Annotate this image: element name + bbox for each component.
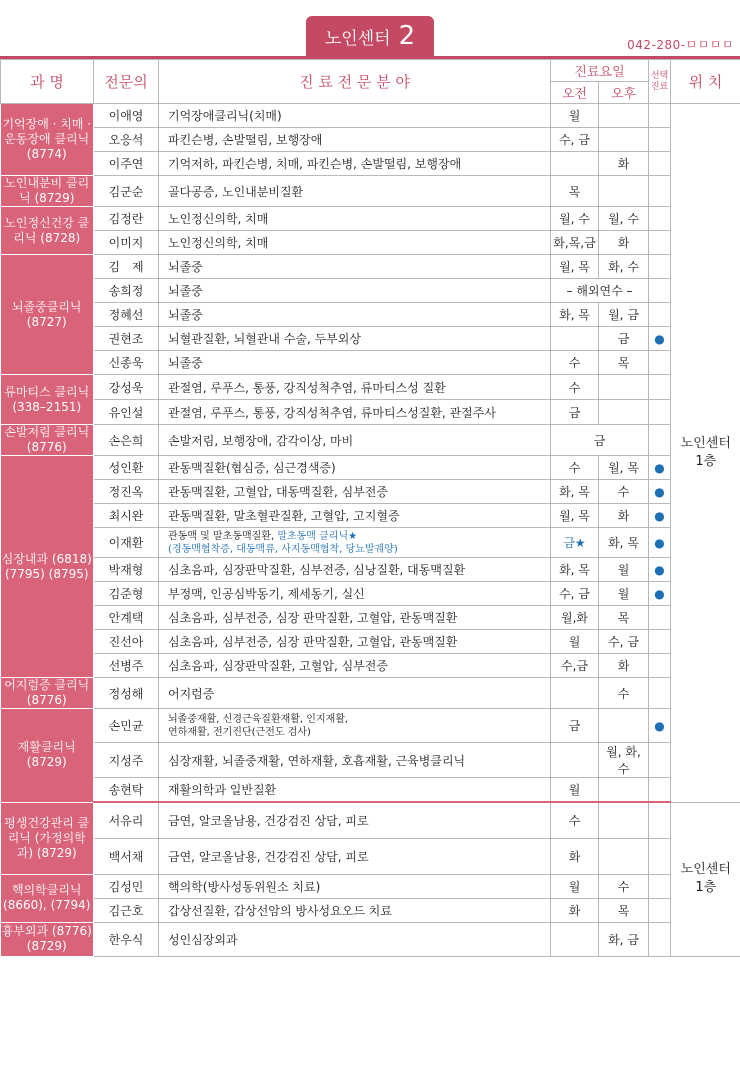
- table-row: [1, 678, 740, 709]
- am-day: 수, 금: [551, 128, 599, 152]
- table-row: [1, 176, 740, 207]
- table-row: [1, 351, 740, 375]
- am-day: 금: [551, 709, 599, 743]
- dept-cell: 평생건강관리 클리닉 (가정의학과) (8729): [1, 802, 94, 874]
- doctor-name: 정성해: [94, 678, 159, 709]
- dept-cell: 재활클리닉 (8729): [1, 709, 94, 803]
- table-row: [1, 558, 740, 582]
- dept-cell: 어지럼증 클리닉 (8776): [1, 678, 94, 709]
- pm-day: 목: [599, 898, 649, 922]
- pm-day: [599, 128, 649, 152]
- doctor-name: 송희정: [94, 279, 159, 303]
- specialty-cell: 심초음파, 심부전증, 심장 판막질환, 고혈압, 관동맥질환: [159, 630, 551, 654]
- pm-day: 월: [599, 582, 649, 606]
- doctor-name: 김군순: [94, 176, 159, 207]
- doctor-name: 김정란: [94, 207, 159, 231]
- table-row: [1, 231, 740, 255]
- doctor-name: 권현조: [94, 327, 159, 351]
- am-day: 목: [551, 176, 599, 207]
- select-dot: [649, 425, 671, 456]
- table-row: [1, 802, 740, 838]
- specialty-cell: 관동맥질환, 고혈압, 대동맥질환, 심부전증: [159, 480, 551, 504]
- am-day: 수: [551, 456, 599, 480]
- center-number: 2: [398, 21, 416, 51]
- specialty-cell: 관절염, 루푸스, 통풍, 강직성척추염, 류마티스성 질환: [159, 375, 551, 400]
- doctor-name: 이애영: [94, 104, 159, 128]
- table-row: [1, 504, 740, 528]
- am-day: 월: [551, 630, 599, 654]
- pm-day: [599, 778, 649, 803]
- doctor-name: 송현탁: [94, 778, 159, 803]
- select-dot: ●: [649, 709, 671, 743]
- specialty-cell: 심초음파, 심부전증, 심장 판막질환, 고혈압, 관동맥질환: [159, 606, 551, 630]
- pm-day: 목: [599, 606, 649, 630]
- select-dot: [649, 778, 671, 803]
- col-doctor: 전문의: [94, 60, 159, 104]
- table-row: [1, 456, 740, 480]
- specialty-cell: [159, 709, 551, 743]
- table-row: [1, 606, 740, 630]
- phone-number: 042-280-ㅁㅁㅁㅁ: [627, 38, 734, 52]
- dept-cell: 뇌졸중클리닉 (8727): [1, 255, 94, 375]
- doctor-name: 유인설: [94, 400, 159, 425]
- am-day: 수,금: [551, 654, 599, 678]
- doctor-name: 정진옥: [94, 480, 159, 504]
- specialty-cell: 핵의학(방사성동위원소 치료): [159, 874, 551, 898]
- doctor-name: 강성욱: [94, 375, 159, 400]
- pm-day: 목: [599, 351, 649, 375]
- select-dot: [649, 802, 671, 838]
- dept-cell: 손발저림 클리닉 (8776): [1, 425, 94, 456]
- location-cell: 노인센터 1층: [671, 802, 740, 956]
- specialty-cell: 골다공증, 노인내분비질환: [159, 176, 551, 207]
- doctor-name: 박재형: [94, 558, 159, 582]
- am-day: 수, 금: [551, 582, 599, 606]
- table-row: [1, 207, 740, 231]
- dept-cell: 노인정신건강 클리닉 (8728): [1, 207, 94, 255]
- doctor-name: 손은희: [94, 425, 159, 456]
- select-dot: [649, 255, 671, 279]
- am-day: 금★: [551, 528, 599, 558]
- pm-day: [599, 709, 649, 743]
- table-row: [1, 528, 740, 558]
- doctor-name: 이미지: [94, 231, 159, 255]
- specialty-cell: 심초음파, 심장판막질환, 심부전증, 심낭질환, 대동맥질환: [159, 558, 551, 582]
- specialty-cell: 노인정신의학, 치매: [159, 231, 551, 255]
- select-dot: [649, 128, 671, 152]
- select-dot: [649, 375, 671, 400]
- am-day: 화: [551, 838, 599, 874]
- table-row: [1, 303, 740, 327]
- select-dot: ●: [649, 558, 671, 582]
- am-day: 수: [551, 802, 599, 838]
- pm-day: 금: [599, 327, 649, 351]
- table-row: [1, 128, 740, 152]
- doctor-name: 오응석: [94, 128, 159, 152]
- specialty-line-2: (경동맥협착증, 대동맥류, 사지동맥협착, 당뇨발궤양): [168, 543, 398, 555]
- pm-day: [599, 802, 649, 838]
- select-dot: ●: [649, 504, 671, 528]
- am-day: [551, 678, 599, 709]
- doctor-name: 최시완: [94, 504, 159, 528]
- specialty-cell: 뇌졸중: [159, 351, 551, 375]
- table-row: [1, 874, 740, 898]
- table-header: [1, 60, 740, 104]
- pm-day: 수: [599, 678, 649, 709]
- select-dot: [649, 104, 671, 128]
- specialty-cell: 관절염, 루푸스, 통풍, 강직성척추염, 류마티스성질환, 관절주사: [159, 400, 551, 425]
- col-location: 위 치: [671, 60, 740, 104]
- center-title-tab: [306, 16, 434, 56]
- dept-cell: 류마티스 클리닉 (338–2151): [1, 375, 94, 425]
- select-dot: [649, 654, 671, 678]
- am-day: 화, 목: [551, 480, 599, 504]
- table-row: [1, 582, 740, 606]
- col-am: 오전: [551, 82, 599, 104]
- specialty-cell: 손발저림, 보행장애, 감각이상, 마비: [159, 425, 551, 456]
- select-dot: [649, 207, 671, 231]
- select-dot: ●: [649, 480, 671, 504]
- pm-day: 수: [599, 480, 649, 504]
- select-dot: [649, 176, 671, 207]
- specialty-cell: 어지럼증: [159, 678, 551, 709]
- select-dot: [649, 838, 671, 874]
- table-row: [1, 898, 740, 922]
- am-day: 월: [551, 874, 599, 898]
- specialty-cell: 부정맥, 인공심박동기, 제세동기, 실신: [159, 582, 551, 606]
- table-row: [1, 743, 740, 778]
- location-cell: 노인센터 1층: [671, 104, 740, 803]
- specialty-cell: 관동맥질환(협심증, 심근경색증): [159, 456, 551, 480]
- specialty-cell: 재활의학과 일반질환: [159, 778, 551, 803]
- select-dot: ●: [649, 528, 671, 558]
- center-title: 노인센터: [324, 28, 391, 49]
- pm-day: 화, 목: [599, 528, 649, 558]
- pm-day: 월, 목: [599, 456, 649, 480]
- table-row: [1, 778, 740, 803]
- pm-day: 월, 화, 수: [599, 743, 649, 778]
- col-pm: 오후: [599, 82, 649, 104]
- dept-cell: 노인내분비 클리닉 (8729): [1, 176, 94, 207]
- table-row: [1, 255, 740, 279]
- doctor-name: 백서채: [94, 838, 159, 874]
- doctor-name: 이주연: [94, 152, 159, 176]
- day-span-cell: 금: [551, 425, 649, 456]
- doctor-name: 서유리: [94, 802, 159, 838]
- table-row: [1, 922, 740, 956]
- select-dot: [649, 351, 671, 375]
- pm-day: 화, 수: [599, 255, 649, 279]
- col-dept: 과 명: [1, 60, 94, 104]
- doctor-name: 김 제: [94, 255, 159, 279]
- pm-day: 화: [599, 152, 649, 176]
- col-select: 선택진료: [649, 60, 671, 104]
- am-day: 화,목,금: [551, 231, 599, 255]
- specialty-cell: 뇌졸중: [159, 255, 551, 279]
- pm-day: 수: [599, 874, 649, 898]
- pm-day: [599, 104, 649, 128]
- specialty-cell: 기억저하, 파킨슨병, 치매, 파킨슨병, 손발떨림, 보행장애: [159, 152, 551, 176]
- specialty-cell: 관동맥질환, 말초혈관질환, 고혈압, 고지혈증: [159, 504, 551, 528]
- table-row: [1, 327, 740, 351]
- am-day: 월,화: [551, 606, 599, 630]
- select-dot: ●: [649, 456, 671, 480]
- am-day: 화, 목: [551, 558, 599, 582]
- doctor-name: 신종욱: [94, 351, 159, 375]
- dept-cell: 핵의학클리닉 (8660), (7794): [1, 874, 94, 922]
- specialty-cell: 노인정신의학, 치매: [159, 207, 551, 231]
- schedule-table: [0, 59, 740, 957]
- table-body: [1, 104, 740, 957]
- am-day: 화, 목: [551, 303, 599, 327]
- pm-day: [599, 838, 649, 874]
- specialty-cell: 성인심장외과: [159, 922, 551, 956]
- select-dot: [649, 898, 671, 922]
- doctor-name: 한우식: [94, 922, 159, 956]
- select-dot: ●: [649, 582, 671, 606]
- specialty-cell: 파킨슨병, 손발떨림, 보행장애: [159, 128, 551, 152]
- am-day: 화: [551, 898, 599, 922]
- table-row: [1, 375, 740, 400]
- doctor-name: 이재환: [94, 528, 159, 558]
- doctor-name: 선병주: [94, 654, 159, 678]
- pm-day: 화: [599, 654, 649, 678]
- table-row: [1, 838, 740, 874]
- pm-day: 수, 금: [599, 630, 649, 654]
- doctor-name: 김준형: [94, 582, 159, 606]
- am-day: 금: [551, 400, 599, 425]
- specialty-line: 뇌졸중재활, 신경근육질환재활, 인지재활,: [168, 713, 349, 725]
- doctor-name: 김성민: [94, 874, 159, 898]
- specialty-cell: 금연, 알코올남용, 건강검진 상담, 피로: [159, 838, 551, 874]
- pm-day: 화: [599, 231, 649, 255]
- table-row: [1, 104, 740, 128]
- pm-day: 월: [599, 558, 649, 582]
- am-day: [551, 152, 599, 176]
- select-dot: [649, 279, 671, 303]
- pm-day: 화, 금: [599, 922, 649, 956]
- am-day: 월: [551, 104, 599, 128]
- day-span-cell: – 해외연수 –: [551, 279, 649, 303]
- table-row: [1, 480, 740, 504]
- specialty-line-2: 연하재활, 전기진단(근전도 검사): [168, 726, 311, 738]
- specialty-cell: 금연, 알코올남용, 건강검진 상담, 피로: [159, 802, 551, 838]
- specialty-cell: 갑상선질환, 갑상선암의 방사성요오드 치료: [159, 898, 551, 922]
- specialty-highlight: 말초동맥 클리닉★: [277, 530, 358, 542]
- doctor-name: 지성주: [94, 743, 159, 778]
- specialty-cell: 심초음파, 심장판막질환, 고혈압, 심부전증: [159, 654, 551, 678]
- am-day: 수: [551, 351, 599, 375]
- pm-day: [599, 375, 649, 400]
- table-row: [1, 400, 740, 425]
- pm-day: [599, 176, 649, 207]
- table-row: [1, 152, 740, 176]
- doctor-name: 김근호: [94, 898, 159, 922]
- am-day: 수: [551, 375, 599, 400]
- table-row: [1, 654, 740, 678]
- am-day: [551, 922, 599, 956]
- doctor-name: 진선아: [94, 630, 159, 654]
- select-dot: [649, 606, 671, 630]
- am-day: 월, 목: [551, 504, 599, 528]
- dept-cell: 흉부외과 (8776) (8729): [1, 922, 94, 956]
- table-row: [1, 279, 740, 303]
- doctor-name: 안계택: [94, 606, 159, 630]
- table-row: [1, 425, 740, 456]
- specialty-cell: [159, 528, 551, 558]
- select-dot: ●: [649, 327, 671, 351]
- doctor-name: 정혜선: [94, 303, 159, 327]
- table-row: [1, 630, 740, 654]
- select-dot: [649, 231, 671, 255]
- col-specialty: 진 료 전 문 분 야: [159, 60, 551, 104]
- doctor-name: 성인환: [94, 456, 159, 480]
- dept-cell: 심장내과 (6818) (7795) (8795): [1, 456, 94, 678]
- select-dot: [649, 874, 671, 898]
- col-days: 진료요일: [551, 60, 649, 82]
- am-day: [551, 743, 599, 778]
- specialty-cell: 심장재활, 뇌졸중재활, 연하재활, 호흡재활, 근육병클리닉: [159, 743, 551, 778]
- pm-day: 화: [599, 504, 649, 528]
- select-dot: [649, 400, 671, 425]
- pm-day: 월, 수: [599, 207, 649, 231]
- select-dot: [649, 922, 671, 956]
- am-day: 월, 수: [551, 207, 599, 231]
- dept-cell: 기억장애 · 치매 · 운동장애 클리닉(8774): [1, 104, 94, 176]
- table-row: [1, 709, 740, 743]
- specialty-cell: 기억장애클리닉(치매): [159, 104, 551, 128]
- select-dot: [649, 152, 671, 176]
- am-day: [551, 327, 599, 351]
- specialty-cell: 뇌졸중: [159, 303, 551, 327]
- specialty-cell: 뇌혈관질환, 뇌혈관내 수술, 두부외상: [159, 327, 551, 351]
- pm-day: 월, 금: [599, 303, 649, 327]
- doctor-name: 손민균: [94, 709, 159, 743]
- specialty-cell: 뇌졸중: [159, 279, 551, 303]
- am-day: 월: [551, 778, 599, 803]
- select-dot: [649, 630, 671, 654]
- pm-day: [599, 400, 649, 425]
- specialty-line: 관동맥 및 말초동맥질환,: [168, 530, 278, 542]
- select-dot: [649, 743, 671, 778]
- select-dot: [649, 303, 671, 327]
- select-dot: [649, 678, 671, 709]
- am-day: 월, 목: [551, 255, 599, 279]
